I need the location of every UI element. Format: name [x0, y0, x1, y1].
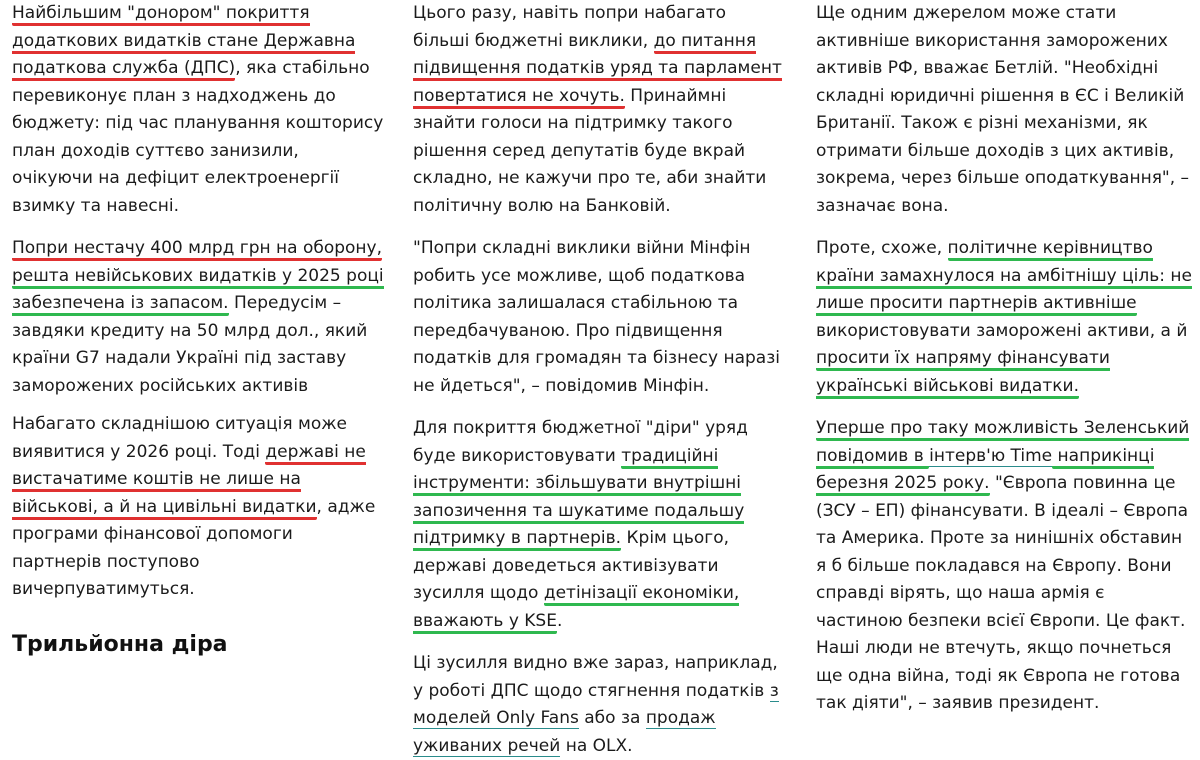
paragraph-dps-donor: [12, 0, 384, 220]
text-span: "Європа повинна це (ЗСУ – ЕП) фінансувати. В ідеалі – Європа та Америка. Проте за нинішніх обставин я б більше покладався на Європу. Вони справді вірять, що наша армія є частиною безпеки всієї Європи. Це факт. Наші люди не втечуть, якщо почнеться ще одна війна, тоді як Європа не готова так діяти", – заявив президент.: [816, 473, 1189, 713]
paragraph-tax-increase: [413, 0, 785, 220]
link-used-goods[interactable]: продаж уживаних речей: [413, 708, 716, 756]
text-span: Принаймні знайти голоси на підтримку такого рішення серед депутатів буде вкрай складно, не кажучи про те, аби знайти політичну волю на Банковій.: [413, 85, 767, 216]
paragraph-2026-outlook: [12, 411, 384, 604]
text-span: використовувати заморожені активи, а й: [816, 320, 1188, 341]
highlight-red: Попри нестачу 400 млрд грн на оборону,: [12, 238, 382, 261]
text-span: на OLX.: [560, 735, 633, 756]
paragraph-political-goal: [816, 235, 1192, 400]
column-right: [816, 0, 1192, 718]
text-span: , адже програми фінансової допомоги партнерів поступово вичерпуватимуться.: [12, 496, 376, 599]
text-span: Набагато складнішою ситуація може виявитися у 2026 році. Тоді: [12, 414, 348, 462]
paragraph-minfin-quote: "Попри складні виклики війни Мінфін робить усе можливе, щоб податкова політика залишалася стабільною та передбачуваною. Про підвищення податків для громадян та бізнесу наразі не йдеться", – повідомив Мінфін.: [413, 238, 780, 396]
highlight-green: політичне керівництво країни замахнулося на амбітнішу ціль: не лише просити партнерів активніше: [816, 238, 1192, 316]
paragraph-budget-hole: [413, 415, 785, 635]
paragraph-dps-efforts: [413, 650, 785, 760]
text-span: Проте, схоже,: [816, 238, 948, 258]
paragraph-defense-shortfall: [12, 235, 384, 400]
text-span: або за: [578, 708, 646, 728]
highlight-red: до питання підвищення податків уряд та парламент повертатися не хочуть.: [413, 31, 782, 109]
highlight-green: наприкінці березня 2025 року.: [816, 446, 1154, 497]
highlight-red: Найбільшим "донором" покриття додаткових видатків стане Державна податкова служба (ДПС): [12, 3, 355, 81]
highlight-green: решта невійськових видатків у 2025 році забезпечена із запасом.: [12, 266, 384, 317]
highlight-red: державі не вистачатиме коштів не лише на військові, а й на цивільні видатки: [12, 442, 366, 520]
column-middle: [413, 0, 785, 760]
text-span: .: [556, 610, 563, 631]
text-span: Ці зусилля видно вже зараз, наприклад, у роботі ДПС щодо стягнення податків: [413, 653, 778, 701]
highlight-green: детінізації економіки, вважають у KSE: [413, 583, 739, 634]
link-only-fans[interactable]: з моделей Only Fans: [413, 680, 779, 728]
section-heading: Трильйонна діра: [12, 631, 228, 657]
text-span: Передусім – завдяки кредиту на 50 млрд дол., який країни G7 надали Україні під заставу заморожених російських активів: [12, 293, 368, 396]
highlight-green: традиційні інструменти: збільшувати внутрішні запозичення та шукатиме подальшу підтримку в партнерів.: [413, 446, 744, 552]
text-span: Крім цього, державі доведеться активізувати зусилля щодо: [413, 528, 730, 603]
column-left: [12, 0, 384, 660]
paragraph-frozen-assets: Ще одним джерелом може стати активніше використання заморожених активів РФ, вважає Бетлій. "Необхідні складні юридичні рішення в ЄС і Великій Британії. Також є різні механізми, як отримати більше доходів з цих активів, зокрема, через більше оподаткування", – зазначає вона.: [816, 3, 1190, 216]
paragraph-zelensky-quote: [816, 415, 1192, 718]
text-span: , яка стабільно перевиконує план з надходжень до бюджету: під час планування кошторису план доходів суттєво занизили, очікуючи на дефіцит електроенергії взимку та навесні.: [12, 58, 384, 216]
text-span: Цього разу, навіть попри набагато більші бюджетні виклики,: [413, 3, 727, 51]
highlight-green: Уперше про таку можливість Зеленський повідомив в: [816, 418, 1189, 469]
highlight-green: просити їх напряму фінансувати українські військові видатки.: [816, 348, 1110, 399]
link-time-interview[interactable]: інтерв'ю Time: [929, 445, 1053, 466]
text-span: Для покриття бюджетної "діри" уряд буде використовувати: [413, 418, 748, 466]
